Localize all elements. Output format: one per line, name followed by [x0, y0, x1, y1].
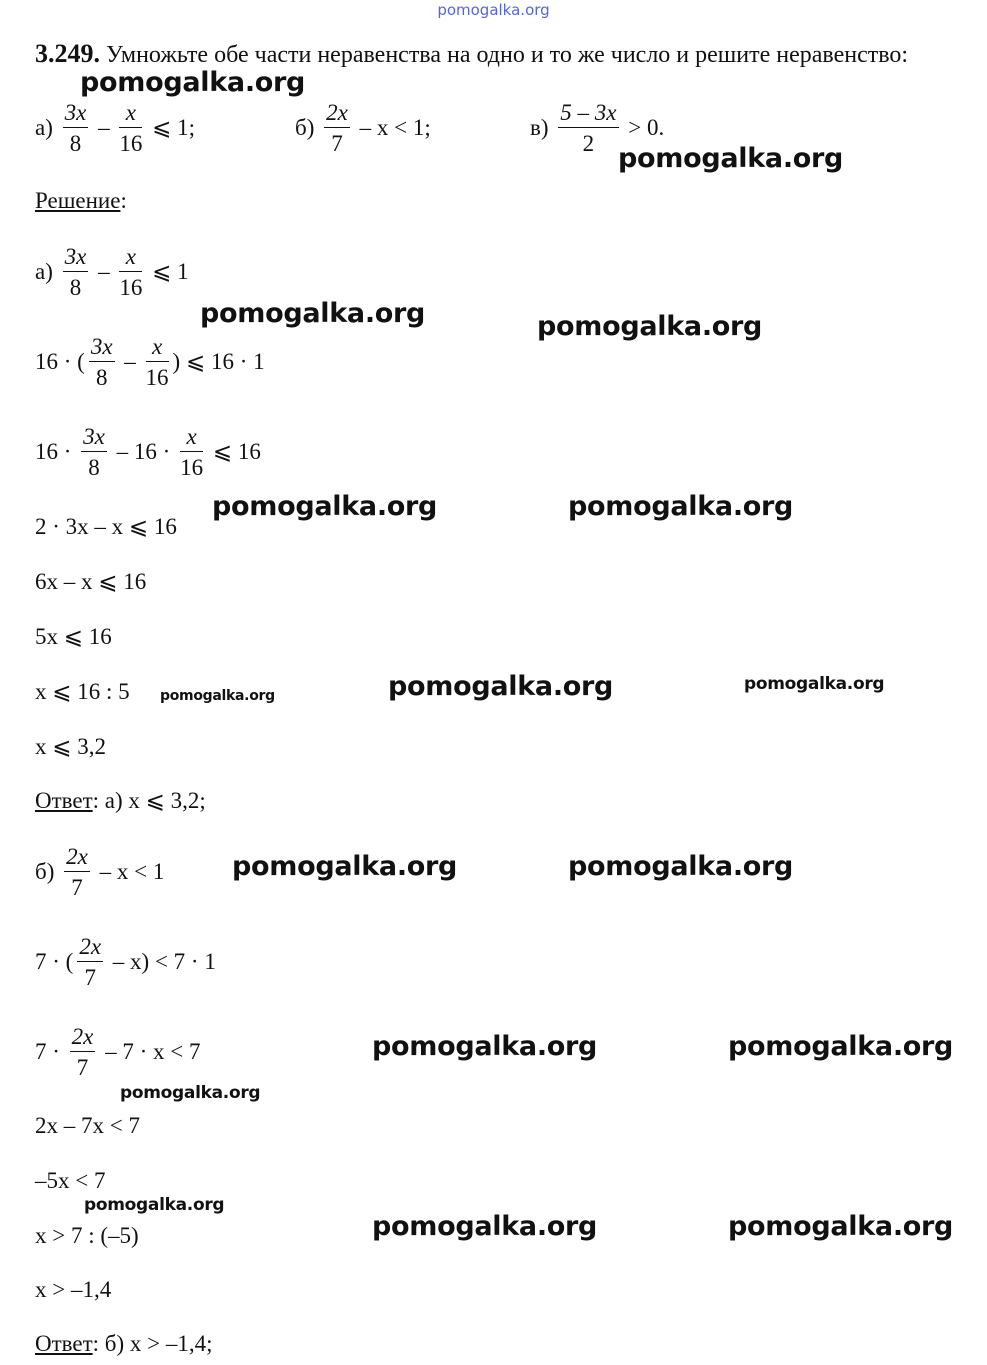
fraction [119, 101, 142, 155]
solution-heading-colon: : [120, 188, 127, 213]
math-text: 7 · [35, 1039, 66, 1064]
math-text: – x) < 7 · 1 [107, 949, 216, 974]
watermark: pomogalka.org [618, 143, 844, 174]
math-text: ⩽ 1 [146, 259, 189, 284]
watermark: pomogalka.org [80, 67, 306, 98]
watermark: pomogalka.org [372, 1031, 598, 1062]
fraction [70, 1025, 96, 1079]
math-text: 2 · 3x – x ⩽ 16 [35, 514, 177, 539]
solution-line [35, 662, 130, 722]
fraction [81, 425, 107, 479]
math-text: 7 · ( [35, 949, 74, 974]
math-text: x > –1,4 [35, 1277, 112, 1302]
watermark: pomogalka.org [120, 1083, 261, 1103]
fraction [63, 101, 89, 155]
solution-line [35, 552, 146, 612]
fraction-denominator: 7 [331, 131, 343, 156]
fraction-denominator: 16 [119, 275, 143, 300]
problem-statement [35, 40, 908, 69]
solution-line [35, 607, 112, 667]
math-text: 16 · ( [35, 349, 85, 374]
solution-heading [35, 188, 127, 214]
watermark: pomogalka.org [200, 298, 426, 329]
problem-text: Умножьте обе части неравенства на одно и то же число и решите неравенство: [106, 42, 909, 68]
math-text: ⩽ 16 [207, 439, 261, 464]
math-text: –5x < 7 [35, 1168, 106, 1193]
math-text: ) ⩽ 16 · 1 [172, 349, 265, 374]
fraction [64, 845, 90, 899]
answer-b [35, 1331, 213, 1357]
fraction [558, 101, 618, 155]
fraction-denominator: 2 [582, 131, 595, 156]
fraction [324, 101, 350, 155]
fraction-numerator: x [119, 245, 142, 272]
solution-heading-label: Решение [35, 188, 121, 213]
solution-line [35, 332, 265, 392]
problem-part-a [35, 98, 195, 158]
solution-line [35, 242, 189, 302]
watermark: pomogalka.org [568, 491, 794, 522]
watermark: pomogalka.org [160, 688, 275, 704]
math-text: – x < 1 [93, 859, 165, 884]
answer-a [35, 788, 206, 814]
math-text: > 0. [622, 115, 665, 140]
fraction-numerator: 3x [81, 425, 107, 452]
math-text: а) [35, 259, 59, 284]
solution-line [35, 422, 261, 482]
problem-part-b [295, 98, 431, 158]
watermark: pomogalka.org [372, 1211, 598, 1242]
math-text: x ⩽ 3,2 [35, 734, 107, 759]
math-text: ⩽ 1; [146, 115, 196, 140]
math-text: – 16 · [110, 439, 177, 464]
answer-text: : б) x > –1,4; [92, 1331, 213, 1356]
watermark: pomogalka.org [744, 674, 885, 694]
fraction [77, 935, 103, 989]
solution-line [35, 1096, 140, 1156]
fraction-denominator: 16 [180, 455, 204, 480]
fraction-denominator: 16 [145, 365, 169, 390]
math-text: 16 · [35, 439, 78, 464]
fraction-denominator: 7 [71, 875, 83, 900]
math-text: – [92, 259, 116, 284]
math-text: 2x – 7x < 7 [35, 1113, 140, 1138]
watermark: pomogalka.org [388, 671, 614, 702]
answer-label: Ответ [35, 788, 93, 813]
math-text: б) [35, 859, 61, 884]
fraction-denominator: 8 [95, 365, 108, 390]
math-text: x > 7 : (–5) [35, 1223, 139, 1248]
fraction-numerator: x [180, 425, 203, 452]
watermark: pomogalka.org [232, 851, 458, 882]
solution-line [35, 717, 106, 777]
math-text: а) [35, 115, 59, 140]
math-text: 6x – x ⩽ 16 [35, 569, 147, 594]
math-text: x ⩽ 16 : 5 [35, 679, 130, 704]
fraction-denominator: 7 [76, 1055, 89, 1080]
fraction [119, 245, 142, 299]
watermark: pomogalka.org [212, 491, 438, 522]
fraction [63, 245, 89, 299]
math-text: в) [530, 115, 555, 140]
math-text: – x < 1; [353, 115, 431, 140]
watermark: pomogalka.org [568, 851, 794, 882]
fraction-denominator: 8 [69, 275, 82, 300]
math-text: – 7 · x < 7 [99, 1039, 201, 1064]
watermark: pomogalka.org [84, 1195, 225, 1215]
watermark: pomogalka.org [537, 311, 763, 342]
fraction [89, 335, 115, 389]
fraction-numerator: 5 – 3x [558, 101, 618, 128]
solution-line [35, 497, 177, 557]
fraction-numerator: x [146, 335, 169, 362]
watermark: pomogalka.org [728, 1211, 954, 1242]
problem-number: 3.249. [35, 39, 100, 68]
watermark: pomogalka.org [728, 1031, 954, 1062]
solution-line [35, 1260, 111, 1320]
answer-label: Ответ [35, 1331, 93, 1356]
solution-line [35, 842, 164, 902]
header-watermark: pomogalka.org [437, 1, 550, 19]
fraction-denominator: 7 [84, 965, 96, 990]
fraction-numerator: 2x [64, 845, 90, 872]
math-text: – [92, 115, 116, 140]
fraction-numerator: 2x [70, 1025, 96, 1052]
fraction-numerator: 2x [324, 101, 350, 128]
math-text: б) [295, 115, 321, 140]
fraction-denominator: 8 [88, 455, 100, 480]
fraction-denominator: 16 [119, 131, 143, 156]
fraction-numerator: 2x [77, 935, 103, 962]
fraction [146, 335, 169, 389]
fraction-numerator: 3x [63, 245, 89, 272]
fraction-denominator: 8 [69, 131, 82, 156]
fraction-numerator: 3x [63, 101, 89, 128]
fraction-numerator: x [119, 101, 142, 128]
solution-line [35, 1022, 201, 1082]
math-text: 5x ⩽ 16 [35, 624, 112, 649]
fraction-numerator: 3x [89, 335, 115, 362]
math-text: – [118, 349, 142, 374]
solution-line [35, 1206, 139, 1266]
answer-text: : а) x ⩽ 3,2; [92, 788, 206, 813]
fraction [180, 425, 203, 479]
solution-line [35, 932, 216, 992]
